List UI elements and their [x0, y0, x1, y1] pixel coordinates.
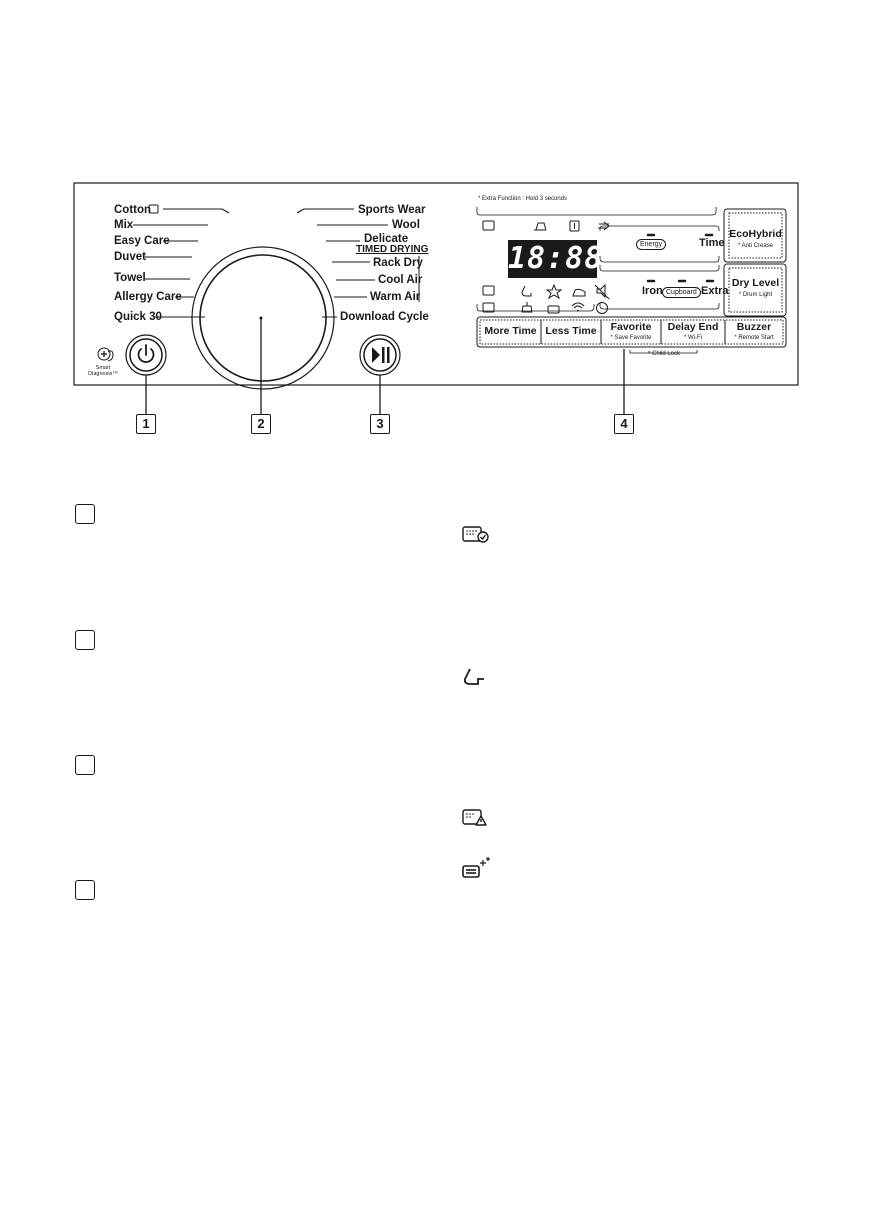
program-label-wool: Wool [392, 219, 420, 231]
indicator-time: Time [699, 237, 725, 249]
program-label-allergy-care: Allergy Care [114, 291, 182, 303]
program-label-rack-dry: Rack Dry [373, 257, 423, 269]
indicator-energy: Energy [636, 239, 666, 250]
program-label-download-cycle: Download Cycle [340, 311, 429, 323]
program-label-easy-care: Easy Care [114, 235, 170, 247]
hybrid-icon [597, 303, 608, 314]
program-label-warm-air: Warm Air [370, 291, 421, 303]
drum-light-icon [463, 857, 490, 877]
drum-light-small-icon [548, 306, 559, 313]
water-tank-icon [522, 302, 532, 312]
buzzer-sub-label: * Remote Start [734, 335, 774, 341]
less-time-button[interactable]: Less Time [545, 325, 597, 337]
timed-drying-label: TIMED DRYING [356, 244, 429, 255]
display-digits: 18:88 [508, 241, 604, 276]
program-label-sports-wear: Sports Wear [358, 204, 426, 216]
dry-icon [534, 223, 546, 230]
program-label-mix: Mix [114, 219, 134, 231]
favorite-button[interactable]: Favorite [610, 321, 652, 333]
smart-diagnosis-label: Smart Diagnosis™ [88, 365, 118, 377]
indicator-extra: Extra [701, 285, 729, 297]
status-icons-row-1 [483, 221, 609, 231]
indicator-iron: Iron [642, 285, 663, 297]
start-pause-button[interactable] [360, 335, 400, 375]
filter-check-icon [463, 527, 488, 542]
callout-1: 1 [136, 414, 156, 434]
section-box-2 [75, 630, 95, 650]
wifi-icon [572, 303, 584, 311]
program-label-duvet: Duvet [114, 251, 146, 263]
section-box-3 [75, 755, 95, 775]
filter-warning-icon [463, 810, 486, 825]
program-label-cotton: Cotton [114, 204, 152, 216]
program-dial[interactable] [192, 209, 334, 389]
power-button[interactable] [126, 335, 166, 375]
drylevel-button-label[interactable]: Dry Level [731, 277, 780, 289]
lint-filter-icon [483, 221, 494, 230]
ecohybrid-sub-label: * Anti Crease [737, 243, 774, 249]
section-box-1 [75, 504, 95, 524]
section-box-4 [75, 880, 95, 900]
program-label-quick-30: Quick 30 [114, 311, 162, 323]
delay-end-button[interactable]: Delay End [667, 321, 719, 333]
drylevel-sub-label: * Drum Light [738, 292, 773, 298]
indicator-cupboard: Cupboard [662, 287, 701, 298]
program-label-towel: Towel [114, 272, 146, 284]
child-lock-label: * Child Lock [647, 351, 680, 357]
water-container-icon [465, 669, 484, 684]
iron-small-icon [573, 289, 585, 296]
filter-check-small-icon [483, 286, 494, 295]
smart-diagnosis-icon [98, 348, 113, 361]
program-label-cool-air: Cool Air [378, 274, 423, 286]
ecohybrid-button-label[interactable]: EcoHybrid [729, 228, 782, 240]
status-icons-row-2 [483, 285, 609, 299]
extra-function-note: * Extra Function : Hold 3 seconds [478, 196, 568, 202]
status-icons-row-3 [483, 302, 608, 314]
program-label-delicate: Delicate [364, 233, 409, 245]
callout-4: 4 [614, 414, 634, 434]
mute-icon [595, 285, 609, 299]
favorite-sub-label: * Save Favorite [610, 335, 652, 341]
buzzer-button[interactable]: Buzzer [736, 321, 772, 333]
drylevel-button-frame[interactable] [724, 264, 786, 316]
callout-3: 3 [370, 414, 390, 434]
star-icon [547, 285, 561, 298]
delay-end-sub-label: * Wi-Fi [684, 335, 702, 341]
callout-2: 2 [251, 414, 271, 434]
water-small-icon [522, 286, 531, 296]
more-time-button[interactable]: More Time [484, 325, 537, 337]
